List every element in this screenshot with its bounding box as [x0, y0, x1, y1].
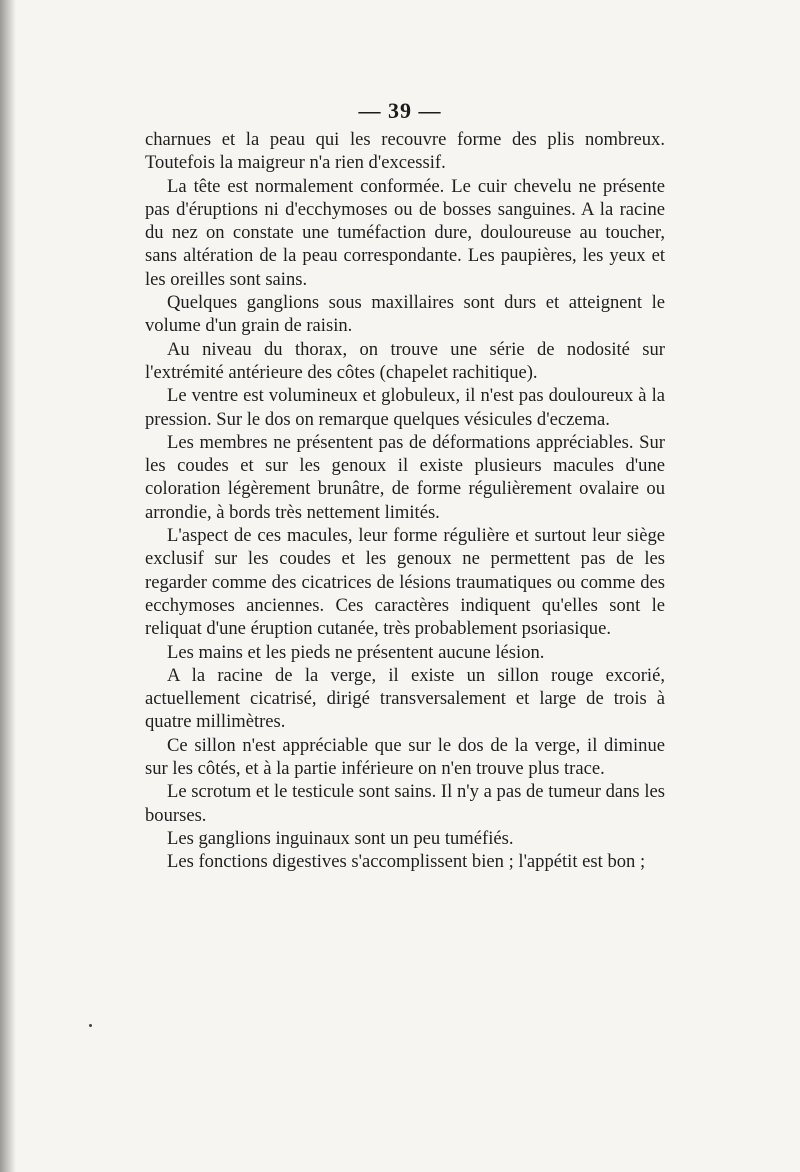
paragraph-digestion: Les fonctions digestives s'accomplissent bien ; l'appétit est bon ; [167, 851, 646, 873]
paragraph-inguinal: Les ganglions inguinaux sont un peu tuméfiés. [167, 827, 514, 849]
paragraph-sillon-extent: Ce sillon n'est appréciable que sur le dos de la verge, il diminue sur les côtés, et à la partie inférieure on n'en trouve plus trace. [145, 734, 665, 780]
paragraph-ganglions: Quelques ganglions sous maxillaires sont durs et atteignent le volume d'un grain de raisin. [145, 292, 665, 337]
paragraph-abdomen: Le ventre est volumineux et globuleux, il n'est pas douloureux à la pression. Sur le dos on remarque quelques vésicules d'eczema. [145, 385, 665, 430]
page-binding-shadow [0, 0, 16, 1172]
paragraph-continuation: charnues et la peau qui les recouvre forme des plis nombreux. Toutefois la maigreur n'a rien d'excessif. [145, 129, 665, 174]
paragraph-hands-feet: Les mains et les pieds ne présentent aucune lésion. [167, 641, 545, 663]
paragraph-head: La tête est normalement conformée. Le cuir chevelu ne présente pas d'éruptions ni d'ecchymoses ou de bosses sanguines. A la racine du nez on constate une tuméfaction dure, douloureuse au toucher, sans altération de la peau correspondante. Les paupières, les yeux et les oreilles sont sains. [145, 175, 665, 290]
page-number: — 39 — [358, 98, 442, 123]
paragraph-sillon: A la racine de la verge, il existe un sillon rouge excorié, actuellement cicatrisé, dirigé transversalement et large de trois à quatre millimètres. [145, 664, 665, 733]
paragraph-thorax: Au niveau du thorax, on trouve une série de nodosité sur l'extrémité antérieure des côtes (chapelet rachitique). [145, 338, 665, 383]
paragraph-macules: L'aspect de ces macules, leur forme régulière et surtout leur siège exclusif sur les coudes et les genoux ne permettent pas de les regarder comme des cicatrices de lésions traumatiques ou comme des ecchymoses anciennes. Ces caractères indiquent qu'elles sont le reliquat d'une éruption cutanée, très probablement psoriasique. [145, 525, 665, 640]
paragraph-scrotum: Le scrotum et le testicule sont sains. Il n'y a pas de tumeur dans les bourses. [145, 781, 665, 826]
ink-speck [89, 1024, 92, 1027]
paragraph-limbs: Les membres ne présentent pas de déformations appréciables. Sur les coudes et sur les genoux il existe plusieurs macules d'une coloration légèrement brunâtre, de forme régulièrement ovalaire ou arrondie, à bords très nettement limités. [145, 431, 665, 523]
body-text [145, 128, 665, 874]
